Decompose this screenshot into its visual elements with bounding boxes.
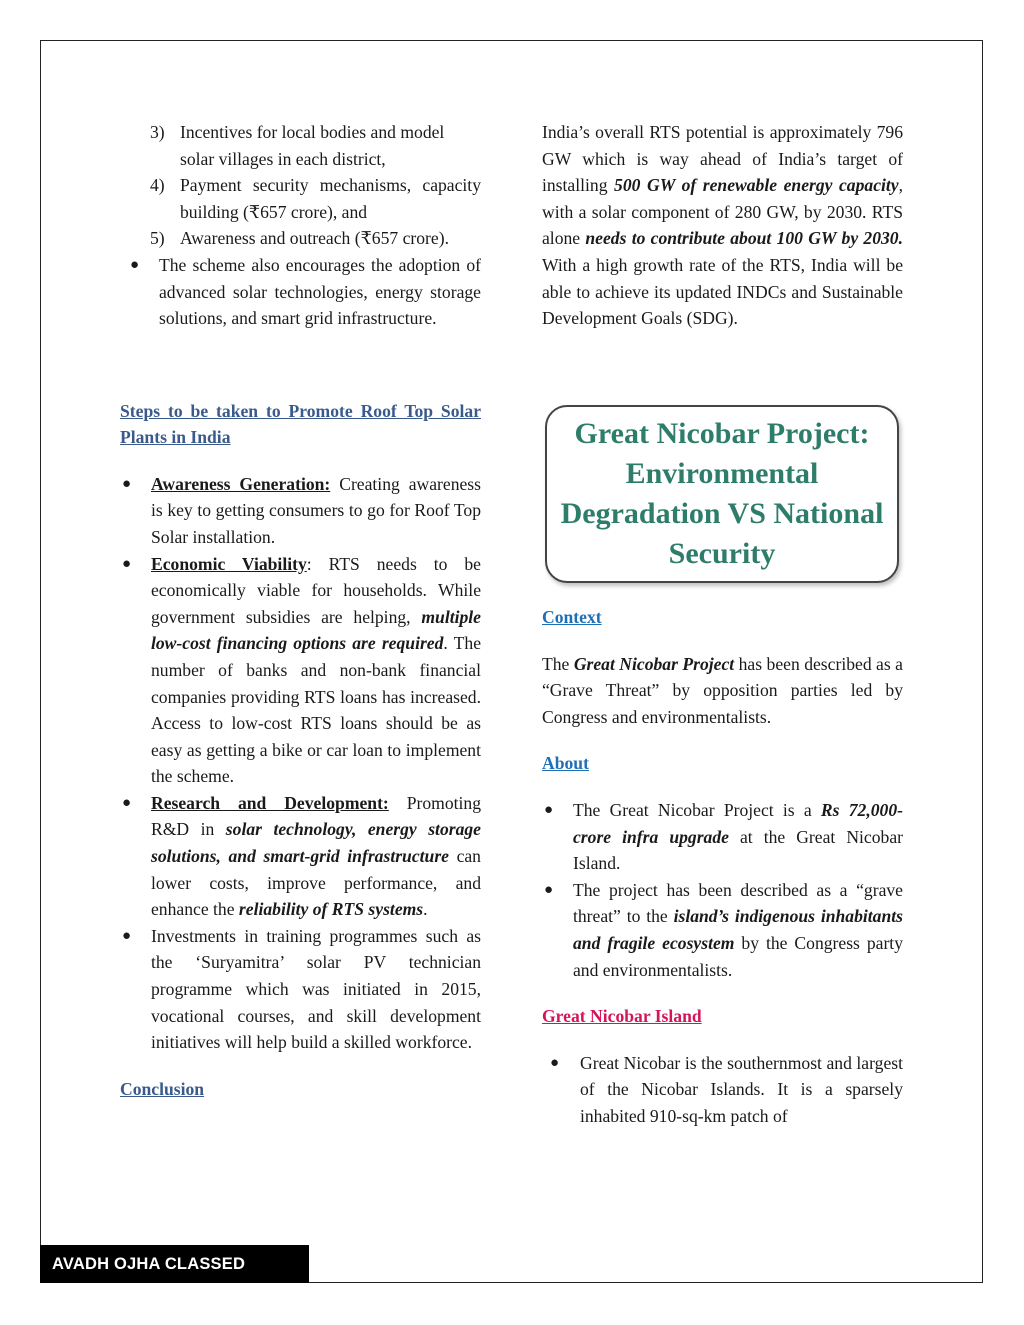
list-item <box>120 923 481 1056</box>
list-item <box>120 225 481 252</box>
list-item <box>542 797 903 877</box>
about-text: The project has been described as a “grave threat” to the <box>573 879 903 927</box>
context-emphasis: Great Nicobar Project <box>573 653 735 674</box>
scheme-bullet-list <box>128 252 481 332</box>
island-heading: Great Nicobar Island <box>542 1006 702 1027</box>
potential-text: India’s overall RTS potential is approximately 796 GW which is way ahead of India’s target of installing <box>542 122 903 196</box>
bullet-icon: ● <box>122 927 132 944</box>
research-emphasis-2: reliability of RTS systems <box>238 899 424 920</box>
steps-list <box>120 471 481 1056</box>
numbered-list <box>120 119 481 252</box>
research-label: Research and Development: <box>151 792 389 813</box>
island-text: Great Nicobar is the southernmost and largest of the Nicobar Islands. It is a sparsely inhabited 910-sq-km patch of <box>580 1052 903 1126</box>
context-paragraph <box>542 651 903 731</box>
list-item <box>120 119 481 172</box>
list-item <box>120 172 481 225</box>
about-heading: About <box>542 753 589 774</box>
list-item <box>128 252 481 332</box>
potential-text-3: With a high growth rate of the RTS, India will be able to achieve its updated INDCs and Sustainable Development Goals (SDG). <box>542 254 903 329</box>
rts-potential-paragraph <box>542 119 903 332</box>
research-text-2: can lower costs, improve performance, and enhance the <box>151 846 481 920</box>
steps-heading: Steps to be taken to Promote Roof Top Solar Plants in India <box>120 400 481 447</box>
scheme-text: The scheme also encourages the adoption of advanced solar technologies, energy storage solutions, and smart grid infrastructure. <box>159 254 481 329</box>
list-number: 4) <box>150 175 165 196</box>
awareness-label: Awareness Generation: <box>151 473 331 494</box>
bullet-icon: ● <box>122 475 132 492</box>
about-text-2: at the Great Nicobar Island. <box>573 826 903 874</box>
list-item-text: Payment security mechanisms, capacity building (₹657 crore), and <box>180 175 481 222</box>
footer-brand: AVADH OJHA CLASSED <box>52 1254 246 1273</box>
context-text-2: has been described as a “Grave Threat” by opposition parties led by Congress and environmentalists. <box>542 653 903 727</box>
list-item <box>120 471 481 551</box>
right-column <box>542 119 903 332</box>
left-column <box>120 119 481 1102</box>
research-text: Promoting R&D in <box>151 792 481 840</box>
list-item-text: Awareness and outreach (₹657 crore). <box>180 228 449 249</box>
right-column-lower <box>542 604 903 1130</box>
article-title: Great Nicobar Project: Environmental Degradation VS National Security <box>560 417 884 570</box>
research-emphasis: solar technology, energy storage solutions, and smart-grid infrastructure <box>151 819 481 867</box>
conclusion-heading: Conclusion <box>120 1078 205 1099</box>
potential-emphasis: 500 GW of renewable energy capacity <box>614 175 899 196</box>
economic-text: : RTS needs to be economically viable for households. While government subsidies are helping, <box>151 553 481 627</box>
list-item <box>120 790 481 923</box>
list-item <box>542 877 903 983</box>
list-item-text: Incentives for local bodies and model solar villages in each district, <box>180 122 445 169</box>
bullet-icon: ● <box>122 555 132 572</box>
potential-text-2: , with a solar component of 280 GW, by 2030. RTS alone <box>542 175 904 249</box>
bullet-icon: ● <box>122 794 132 811</box>
title-box <box>545 405 899 583</box>
about-emphasis: island’s indigenous inhabitants and fragile ecosystem <box>573 906 903 953</box>
economic-emphasis: multiple low-cost financing options are required <box>151 606 481 654</box>
bullet-icon: ● <box>550 1054 560 1071</box>
list-number: 5) <box>150 228 165 249</box>
list-item <box>120 551 481 790</box>
research-text-3: . <box>423 899 428 920</box>
about-list <box>542 797 903 983</box>
footer-bar <box>40 1245 309 1283</box>
awareness-text: Creating awareness is key to getting consumers to go for Roof Top Solar installation. <box>151 473 481 547</box>
context-heading: Context <box>542 607 602 627</box>
about-emphasis: Rs 72,000-crore infra upgrade <box>573 799 903 847</box>
bullet-icon: ● <box>130 256 140 273</box>
about-text: The Great Nicobar Project is a <box>573 799 821 820</box>
list-number: 3) <box>150 122 165 142</box>
potential-emphasis-2: needs to contribute about 100 GW by 2030. <box>585 228 903 249</box>
island-list <box>542 1050 903 1130</box>
training-text: Investments in training programmes such as the ‘Suryamitra’ solar PV technician programme which was initiated in 2015, vocational courses, and skill development initiatives will help build a skilled workforce. <box>151 925 481 1053</box>
bullet-icon: ● <box>544 801 554 818</box>
economic-label: Economic Viability <box>151 553 307 574</box>
about-text-2: by the Congress party and environmentalists. <box>573 932 903 980</box>
bullet-icon: ● <box>544 881 554 898</box>
context-text: The <box>542 653 574 674</box>
economic-text-2: . The number of banks and non-bank financial companies providing RTS loans has increased. Access to low-cost RTS loans should be as easy as getting a bike or car loan to implement the scheme. <box>151 633 481 787</box>
list-item <box>542 1050 903 1130</box>
